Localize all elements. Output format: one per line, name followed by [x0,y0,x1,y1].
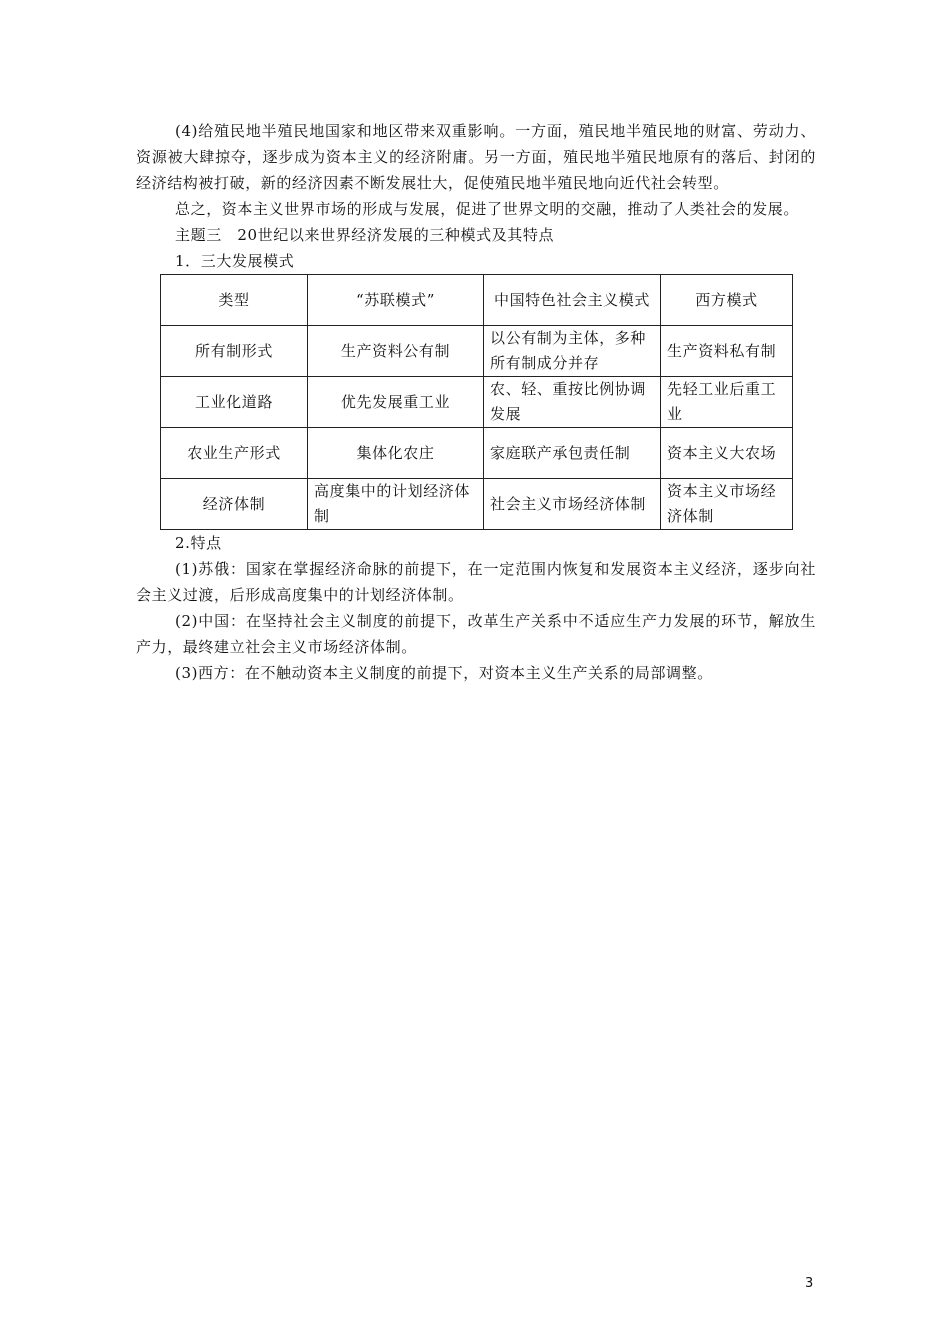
table-cell: 以公有制为主体，多种所有制成分并存 [484,326,661,377]
paragraph-summary: 总之，资本主义世界市场的形成与发展，促进了世界文明的交融，推动了人类社会的发展。 [175,200,800,218]
paragraph-west: (3)西方：在不触动资本主义制度的前提下，对资本主义生产关系的局部调整。 [175,664,713,682]
table-cell: 生产资料私有制 [661,326,793,377]
table-cell: 先轻工业后重工业 [661,377,793,428]
subheading-three-models: 1．三大发展模式 [175,252,295,270]
section-heading-theme-three: 主题三 20世纪以来世界经济发展的三种模式及其特点 [175,226,555,244]
table-cell: 优先发展重工业 [308,377,484,428]
table-cell: 高度集中的计划经济体制 [308,479,484,530]
table-row-label: 工业化道路 [161,377,308,428]
table-cell: 农、轻、重按比例协调发展 [484,377,661,428]
table-row-label: 农业生产形式 [161,428,308,479]
document-body [136,118,816,686]
paragraph-colonial-impact: (4)给殖民地半殖民地国家和地区带来双重影响。一方面，殖民地半殖民地的财富、劳动力、资源被大肆掠夺，逐步成为资本主义的经济附庸。另一方面，殖民地半殖民地原有的落后、封闭的经济结构被打破，新的经济因素不断发展壮大，促使殖民地半殖民地向近代社会转型。 [136,122,816,192]
table-header-row [161,275,793,326]
table-row [161,428,793,479]
table-header-cell: “苏联模式” [308,275,484,326]
table-cell: 资本主义大农场 [661,428,793,479]
table-cell: 集体化农庄 [308,428,484,479]
table-cell: 生产资料公有制 [308,326,484,377]
table-row [161,377,793,428]
subheading-features: 2.特点 [175,534,222,552]
table-header-cell: 中国特色社会主义模式 [484,275,661,326]
table-cell: 社会主义市场经济体制 [484,479,661,530]
page-number: 3 [805,1276,814,1291]
table-header-cell: 类型 [161,275,308,326]
table-row-label: 经济体制 [161,479,308,530]
paragraph-china: (2)中国：在坚持社会主义制度的前提下，改革生产关系中不适应生产力发展的环节，解放生产力，最终建立社会主义市场经济体制。 [136,612,816,656]
table-row [161,479,793,530]
table-cell: 家庭联产承包责任制 [484,428,661,479]
table-cell: 资本主义市场经济体制 [661,479,793,530]
paragraph-soviet-russia: (1)苏俄：国家在掌握经济命脉的前提下，在一定范围内恢复和发展资本主义经济，逐步向社会主义过渡，后形成高度集中的计划经济体制。 [136,560,816,604]
table-row-label: 所有制形式 [161,326,308,377]
table-header-cell: 西方模式 [661,275,793,326]
table-row [161,326,793,377]
development-models-table [160,274,793,530]
